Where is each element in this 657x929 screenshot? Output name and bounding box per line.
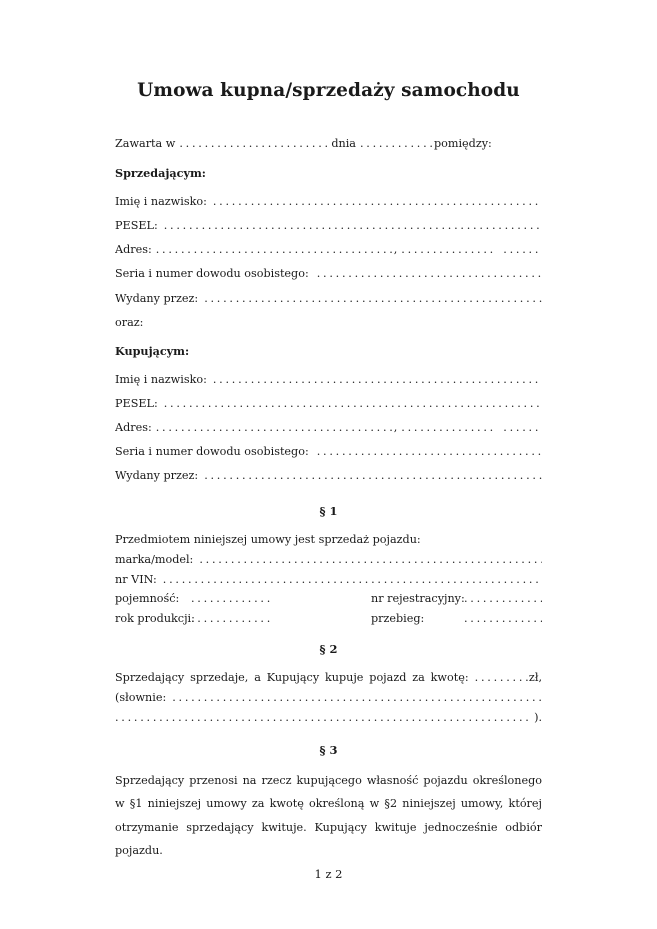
buyer-header: Kupującym: bbox=[115, 344, 190, 358]
section-1-intro: Przedmiotem niniejszej umowy jest sprzedaż pojazdu: bbox=[115, 533, 421, 546]
seller-name-field[interactable] bbox=[213, 195, 542, 209]
buyer-pesel-label: PESEL: bbox=[115, 397, 158, 410]
make-model-label: marka/model: bbox=[115, 553, 194, 566]
buyer-issued-label: Wydany przez: bbox=[115, 469, 199, 482]
price-words-closing: ). bbox=[534, 711, 542, 724]
capacity-label: pojemność: bbox=[115, 592, 180, 605]
vin-row bbox=[115, 573, 542, 587]
seller-issued-row bbox=[115, 292, 542, 306]
year-label: rok produkcji: bbox=[115, 612, 195, 625]
buyer-address-row: Adres: . . . , . . . . . . bbox=[115, 421, 542, 435]
seller-address-row: Adres: . . . , . . . . . . bbox=[115, 243, 542, 257]
price-words-row bbox=[115, 691, 542, 705]
buyer-name-label: Imię i nazwisko: bbox=[115, 373, 207, 386]
seller-pesel-label: PESEL: bbox=[115, 219, 158, 232]
vin-field[interactable] bbox=[163, 573, 542, 587]
seller-header: Sprzedającym: bbox=[115, 166, 206, 180]
vin-label: nr VIN: bbox=[115, 573, 157, 586]
buyer-address-postcode-field[interactable] bbox=[503, 421, 542, 435]
document-title: Umowa kupna/sprzedaży samochodu bbox=[137, 80, 520, 101]
page-number: 1 z 2 bbox=[314, 867, 343, 881]
buyer-pesel-row bbox=[115, 397, 542, 411]
price-text: Sprzedający sprzedaje, a Kupujący kupuje pojazd za kwotę: bbox=[115, 671, 469, 684]
seller-pesel-row bbox=[115, 219, 542, 233]
intro-zawarta-label: Zawarta w bbox=[115, 137, 176, 150]
intro-line bbox=[115, 137, 542, 151]
registration-field[interactable] bbox=[464, 592, 542, 606]
seller-issued-field[interactable] bbox=[204, 292, 542, 306]
date-field[interactable] bbox=[360, 137, 432, 151]
buyer-address-city-field[interactable] bbox=[401, 421, 497, 435]
seller-name-label: Imię i nazwisko: bbox=[115, 195, 207, 208]
buyer-id-field[interactable] bbox=[317, 445, 542, 459]
seller-address-city-field[interactable] bbox=[401, 243, 497, 257]
price-words-field-2[interactable] bbox=[115, 711, 531, 725]
seller-name-row bbox=[115, 195, 542, 209]
buyer-id-label: Seria i numer dowodu osobistego: bbox=[115, 445, 309, 458]
section-1-heading: § 1 bbox=[319, 504, 338, 518]
section-2-heading: § 2 bbox=[319, 642, 338, 656]
seller-address-label: Adres: bbox=[115, 243, 152, 256]
buyer-address-label: Adres: bbox=[115, 421, 152, 434]
oraz-text: oraz: bbox=[115, 316, 144, 329]
buyer-name-field[interactable] bbox=[213, 373, 542, 387]
seller-issued-label: Wydany przez: bbox=[115, 292, 199, 305]
seller-id-field[interactable] bbox=[317, 267, 542, 281]
intro-dnia-label: dnia bbox=[331, 137, 356, 150]
place-field[interactable] bbox=[179, 137, 329, 151]
seller-pesel-field[interactable] bbox=[164, 219, 542, 233]
price-words-field[interactable] bbox=[172, 691, 542, 705]
section-3-heading: § 3 bbox=[319, 743, 338, 757]
buyer-issued-row bbox=[115, 469, 542, 483]
buyer-pesel-field[interactable] bbox=[164, 397, 542, 411]
section-3-text: Sprzedający przenosi na rzecz kupującego własność pojazdu określonego w §1 niniejszej umowy za kwotę określoną w §2 niniejszej umowy, której otrzymanie sprzedający kwituje. Kupujący kwituje jednocześnie odbiór pojazdu. bbox=[115, 774, 542, 857]
price-words-row-2 bbox=[115, 711, 542, 725]
year-field[interactable] bbox=[191, 612, 271, 626]
seller-id-label: Seria i numer dowodu osobistego: bbox=[115, 267, 309, 280]
price-words-label: (słownie: bbox=[115, 691, 167, 704]
price-field[interactable] bbox=[475, 671, 529, 685]
seller-address-postcode-field[interactable] bbox=[503, 243, 542, 257]
seller-address-street-field[interactable] bbox=[156, 243, 394, 257]
mileage-label: przebieg: bbox=[371, 612, 425, 625]
intro-pomiedzy-label: pomiędzy: bbox=[433, 137, 492, 150]
buyer-name-row bbox=[115, 373, 542, 387]
buyer-address-street-field[interactable] bbox=[156, 421, 394, 435]
make-model-field[interactable] bbox=[199, 553, 542, 567]
registration-label: nr rejestracyjny: bbox=[371, 592, 465, 605]
buyer-id-row bbox=[115, 445, 542, 459]
buyer-issued-field[interactable] bbox=[204, 469, 542, 483]
seller-id-row bbox=[115, 267, 542, 281]
capacity-field[interactable] bbox=[191, 592, 271, 606]
make-model-row bbox=[115, 553, 542, 567]
price-row bbox=[115, 671, 542, 685]
mileage-field[interactable] bbox=[464, 612, 542, 626]
currency-label: zł, bbox=[528, 671, 542, 684]
